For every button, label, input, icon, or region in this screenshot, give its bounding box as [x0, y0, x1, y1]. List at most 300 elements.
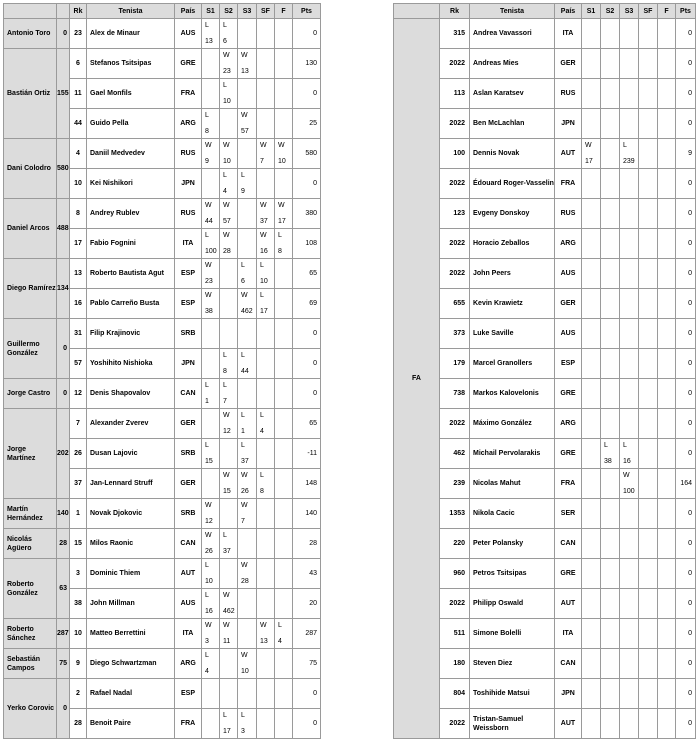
- stage-cell-f: [658, 499, 676, 529]
- player-points: 0: [293, 19, 321, 49]
- stage-cell-s2: [601, 109, 620, 139]
- player-name: Marcel Granollers: [470, 349, 555, 379]
- stage-cell-sf: [639, 619, 658, 649]
- stage-cell-sf: [257, 439, 275, 469]
- player-country: AUS: [175, 19, 202, 49]
- stage-cell-f: [658, 469, 676, 499]
- player-rank: 7: [70, 409, 87, 439]
- stage-cell-f: [658, 19, 676, 49]
- player-name: Máximo González: [470, 409, 555, 439]
- stage-cell-f: [275, 139, 293, 169]
- stage-cell-s2: [601, 139, 620, 169]
- stage-cell-s1: [582, 289, 601, 319]
- player-points: 0: [676, 409, 696, 439]
- stage-score: 17: [278, 218, 286, 225]
- stage-cell-s1: [202, 709, 220, 739]
- manager-name: Jorge Castro: [4, 379, 57, 409]
- player-rank: 13: [70, 259, 87, 289]
- player-country: CAN: [175, 379, 202, 409]
- player-name: Toshihide Matsui: [470, 679, 555, 709]
- player-name: Daniil Medvedev: [87, 139, 175, 169]
- stage-score: 6: [223, 38, 227, 45]
- stage-score: 1: [241, 428, 245, 435]
- manager-points: 140: [57, 499, 70, 529]
- stage-result: W: [205, 292, 212, 299]
- player-rank: 37: [70, 469, 87, 499]
- stage-cell-s2: [220, 589, 238, 619]
- header-pts: Pts: [293, 4, 321, 19]
- stage-result: L: [223, 352, 227, 359]
- stage-cell-s3: [238, 49, 257, 79]
- stage-cell-s3: [238, 349, 257, 379]
- stage-cell-s2: [601, 229, 620, 259]
- player-country: ARG: [175, 649, 202, 679]
- player-name: Tristan-Samuel Weissborn: [470, 709, 555, 739]
- player-points: 0: [293, 349, 321, 379]
- table-row: [394, 559, 696, 589]
- stage-cell-sf: [257, 649, 275, 679]
- stage-score: 37: [241, 458, 249, 465]
- table-row: [394, 139, 696, 169]
- stage-cell-s1: [202, 289, 220, 319]
- stage-result: W: [223, 592, 230, 599]
- player-country: JPN: [175, 169, 202, 199]
- table-row: [4, 679, 321, 709]
- stage-score: 1: [205, 398, 209, 405]
- player-country: GRE: [555, 439, 582, 469]
- stage-cell-s2: [220, 319, 238, 349]
- player-points: 0: [676, 229, 696, 259]
- stage-result: W: [241, 562, 248, 569]
- player-points: 380: [293, 199, 321, 229]
- player-points: 0: [676, 559, 696, 589]
- player-country: AUT: [555, 139, 582, 169]
- player-points: 65: [293, 409, 321, 439]
- table-row: [394, 19, 696, 49]
- table-row: [4, 559, 321, 589]
- stage-cell-s2: [220, 139, 238, 169]
- stage-cell-s2: [601, 469, 620, 499]
- stage-cell-s2: [601, 349, 620, 379]
- table-row: [394, 199, 696, 229]
- stage-cell-sf: [639, 109, 658, 139]
- player-rank: 11: [70, 79, 87, 109]
- stage-cell-sf: [257, 289, 275, 319]
- player-country: ITA: [175, 229, 202, 259]
- stage-score: 13: [241, 68, 249, 75]
- stage-cell-f: [275, 499, 293, 529]
- stage-cell-s3: [238, 19, 257, 49]
- player-country: ESP: [175, 259, 202, 289]
- player-rank: 9: [70, 649, 87, 679]
- stage-score: 17: [223, 728, 231, 735]
- player-points: 140: [293, 499, 321, 529]
- stage-score: 9: [205, 158, 209, 165]
- player-points: 0: [293, 169, 321, 199]
- stage-cell-s2: [220, 439, 238, 469]
- player-name: Édouard Roger-Vasselin: [470, 169, 555, 199]
- player-country: ESP: [555, 349, 582, 379]
- stage-cell-s1: [202, 169, 220, 199]
- player-name: Rafael Nadal: [87, 679, 175, 709]
- table-row: [394, 349, 696, 379]
- stage-cell-s2: [601, 559, 620, 589]
- stage-cell-s3: [238, 229, 257, 259]
- stage-cell-s1: [582, 559, 601, 589]
- stage-cell-sf: [639, 709, 658, 739]
- stage-cell-s1: [582, 49, 601, 79]
- header-s3: S3: [620, 4, 639, 19]
- stage-cell-f: [275, 529, 293, 559]
- stage-cell-sf: [257, 469, 275, 499]
- stage-cell-f: [275, 589, 293, 619]
- stage-cell-s2: [601, 169, 620, 199]
- stage-cell-s1: [582, 709, 601, 739]
- player-rank: 113: [440, 79, 470, 109]
- player-rank: 16: [70, 289, 87, 319]
- stage-cell-s1: [202, 139, 220, 169]
- stage-cell-s3: [620, 139, 639, 169]
- stage-result: W: [278, 142, 285, 149]
- stage-result: L: [205, 442, 209, 449]
- stage-cell-f: [275, 79, 293, 109]
- player-rank: 4: [70, 139, 87, 169]
- stage-cell-s1: [582, 649, 601, 679]
- stage-cell-s1: [582, 589, 601, 619]
- stage-cell-sf: [639, 589, 658, 619]
- player-rank: 2022: [440, 169, 470, 199]
- player-name: Markos Kalovelonis: [470, 379, 555, 409]
- stage-score: 8: [223, 368, 227, 375]
- player-rank: 1353: [440, 499, 470, 529]
- player-country: AUT: [555, 709, 582, 739]
- header-sf: SF: [639, 4, 658, 19]
- table-row: [394, 469, 696, 499]
- table-row: [394, 259, 696, 289]
- manager-points: 287: [57, 619, 70, 649]
- player-country: RUS: [175, 139, 202, 169]
- stage-score: 10: [223, 158, 231, 165]
- stage-cell-s2: [220, 709, 238, 739]
- stage-cell-f: [275, 169, 293, 199]
- player-name: John Peers: [470, 259, 555, 289]
- stage-cell-s1: [202, 379, 220, 409]
- stage-cell-s3: [238, 199, 257, 229]
- stage-cell-f: [658, 79, 676, 109]
- stage-cell-s1: [582, 109, 601, 139]
- player-name: Luke Saville: [470, 319, 555, 349]
- player-country: GER: [175, 409, 202, 439]
- stage-score: 13: [205, 38, 213, 45]
- stage-cell-s2: [220, 79, 238, 109]
- stage-result: L: [623, 442, 627, 449]
- stage-result: L: [223, 382, 227, 389]
- stage-score: 3: [205, 638, 209, 645]
- table-row: [394, 49, 696, 79]
- stage-cell-s1: [202, 649, 220, 679]
- player-country: RUS: [555, 199, 582, 229]
- stage-cell-sf: [639, 469, 658, 499]
- stage-result: W: [241, 52, 248, 59]
- table-row: [4, 529, 321, 559]
- player-name: Kevin Krawietz: [470, 289, 555, 319]
- manager-name: Roberto González: [4, 559, 57, 619]
- stage-score: 38: [604, 458, 612, 465]
- player-rank: 38: [70, 589, 87, 619]
- player-name: Matteo Berrettini: [87, 619, 175, 649]
- stage-cell-s2: [601, 589, 620, 619]
- stage-cell-f: [658, 319, 676, 349]
- stage-result: L: [241, 442, 245, 449]
- stage-cell-sf: [639, 439, 658, 469]
- stage-result: L: [278, 622, 282, 629]
- stage-cell-sf: [639, 79, 658, 109]
- stage-result: L: [241, 172, 245, 179]
- player-country: ESP: [175, 289, 202, 319]
- player-country: GER: [555, 289, 582, 319]
- stage-cell-s1: [202, 499, 220, 529]
- player-country: AUS: [555, 259, 582, 289]
- stage-cell-f: [658, 379, 676, 409]
- manager-points: 202: [57, 409, 70, 499]
- stage-result: L: [205, 382, 209, 389]
- player-country: SRB: [175, 499, 202, 529]
- stage-cell-s2: [601, 289, 620, 319]
- player-name: Andrea Vavassori: [470, 19, 555, 49]
- player-country: ITA: [555, 19, 582, 49]
- stage-cell-s2: [601, 439, 620, 469]
- table-row: [4, 19, 321, 49]
- stage-cell-s3: [238, 619, 257, 649]
- stage-score: 100: [623, 488, 635, 495]
- player-rank: 2022: [440, 259, 470, 289]
- stage-score: 57: [223, 218, 231, 225]
- stage-score: 10: [241, 668, 249, 675]
- player-country: CAN: [175, 529, 202, 559]
- player-points: 9: [676, 139, 696, 169]
- stage-score: 15: [205, 458, 213, 465]
- player-country: ITA: [555, 619, 582, 649]
- stage-result: W: [205, 142, 212, 149]
- manager-points: 28: [57, 529, 70, 559]
- player-name: Stefanos Tsitsipas: [87, 49, 175, 79]
- stage-result: W: [205, 622, 212, 629]
- stage-cell-f: [658, 529, 676, 559]
- table-row: [394, 319, 696, 349]
- managers-table: [3, 3, 321, 739]
- player-name: Nicolas Mahut: [470, 469, 555, 499]
- stage-cell-sf: [639, 229, 658, 259]
- header-s2: S2: [220, 4, 238, 19]
- stage-cell-s2: [220, 259, 238, 289]
- stage-cell-f: [658, 109, 676, 139]
- stage-cell-f: [658, 229, 676, 259]
- stage-score: 10: [205, 578, 213, 585]
- stage-cell-sf: [257, 259, 275, 289]
- player-points: 0: [676, 79, 696, 109]
- table-row: [394, 79, 696, 109]
- player-points: 25: [293, 109, 321, 139]
- stage-cell-s2: [220, 529, 238, 559]
- header-s1: S1: [582, 4, 601, 19]
- header-pts: Pts: [676, 4, 696, 19]
- player-country: SER: [555, 499, 582, 529]
- stage-cell-sf: [257, 619, 275, 649]
- manager-points: 134: [57, 259, 70, 319]
- player-points: 0: [293, 79, 321, 109]
- manager-name: Dani Colodro: [4, 139, 57, 199]
- player-country: CAN: [555, 529, 582, 559]
- player-name: Milos Raonic: [87, 529, 175, 559]
- player-country: RUS: [175, 199, 202, 229]
- stage-cell-s3: [620, 349, 639, 379]
- stage-score: 16: [205, 608, 213, 615]
- stage-cell-f: [275, 199, 293, 229]
- table-row: [4, 379, 321, 409]
- manager-name: Yerko Corovic: [4, 679, 57, 739]
- manager-points: 63: [57, 559, 70, 619]
- player-points: 20: [293, 589, 321, 619]
- stage-cell-s1: [202, 529, 220, 559]
- stage-cell-sf: [639, 409, 658, 439]
- header-sf: SF: [257, 4, 275, 19]
- stage-cell-s3: [620, 649, 639, 679]
- stage-result: L: [241, 412, 245, 419]
- stage-cell-s2: [601, 19, 620, 49]
- player-name: Andreas Mies: [470, 49, 555, 79]
- stage-cell-s2: [220, 229, 238, 259]
- player-points: 130: [293, 49, 321, 79]
- stage-cell-s3: [620, 319, 639, 349]
- manager-name: Antonio Toro: [4, 19, 57, 49]
- table-row: [4, 259, 321, 289]
- player-points: 148: [293, 469, 321, 499]
- table-row: [394, 229, 696, 259]
- player-points: 0: [293, 379, 321, 409]
- player-name: Steven Diez: [470, 649, 555, 679]
- stage-result: L: [223, 712, 227, 719]
- stage-cell-s3: [620, 469, 639, 499]
- manager-points: 488: [57, 199, 70, 259]
- stage-cell-f: [275, 319, 293, 349]
- stage-cell-s3: [620, 529, 639, 559]
- stage-cell-f: [275, 409, 293, 439]
- stage-result: W: [260, 622, 267, 629]
- stage-cell-s3: [620, 559, 639, 589]
- player-country: ESP: [175, 679, 202, 709]
- player-rank: 15: [70, 529, 87, 559]
- stage-result: W: [260, 142, 267, 149]
- stage-result: L: [223, 22, 227, 29]
- table-row: [394, 409, 696, 439]
- stage-score: 10: [278, 158, 286, 165]
- stage-cell-s3: [620, 19, 639, 49]
- table-row: [4, 319, 321, 349]
- player-points: 0: [676, 259, 696, 289]
- stage-cell-sf: [257, 589, 275, 619]
- header-tenista: Tenista: [470, 4, 555, 19]
- stage-cell-s1: [582, 229, 601, 259]
- stage-cell-s1: [202, 229, 220, 259]
- stage-result: L: [205, 592, 209, 599]
- stage-cell-f: [658, 409, 676, 439]
- header-group: [394, 4, 440, 19]
- stage-cell-s2: [220, 169, 238, 199]
- stage-cell-f: [275, 349, 293, 379]
- stage-cell-s2: [220, 289, 238, 319]
- stage-result: W: [205, 532, 212, 539]
- stage-cell-s3: [620, 229, 639, 259]
- player-rank: 180: [440, 649, 470, 679]
- stage-result: W: [205, 262, 212, 269]
- stage-score: 38: [205, 308, 213, 315]
- stage-result: L: [260, 472, 264, 479]
- stage-cell-s3: [238, 589, 257, 619]
- player-rank: 28: [70, 709, 87, 739]
- stage-cell-s2: [220, 679, 238, 709]
- stage-cell-sf: [639, 199, 658, 229]
- player-name: Dusan Lajovic: [87, 439, 175, 469]
- stage-score: 8: [260, 488, 264, 495]
- stage-cell-s2: [601, 709, 620, 739]
- stage-cell-sf: [639, 559, 658, 589]
- stage-cell-s3: [238, 409, 257, 439]
- player-rank: 57: [70, 349, 87, 379]
- stage-cell-s2: [601, 649, 620, 679]
- stage-cell-s3: [238, 259, 257, 289]
- manager-points: 75: [57, 649, 70, 679]
- player-points: 0: [676, 529, 696, 559]
- stage-result: L: [205, 22, 209, 29]
- player-name: Jan-Lennard Struff: [87, 469, 175, 499]
- table-row: [394, 169, 696, 199]
- player-name: Alex de Minaur: [87, 19, 175, 49]
- stage-cell-s3: [238, 559, 257, 589]
- player-name: Filip Krajinovic: [87, 319, 175, 349]
- player-rank: 511: [440, 619, 470, 649]
- stage-cell-s3: [620, 259, 639, 289]
- player-name: Benoit Paire: [87, 709, 175, 739]
- player-name: Horacio Zeballos: [470, 229, 555, 259]
- stage-score: 462: [223, 608, 235, 615]
- table-row: [394, 679, 696, 709]
- stage-cell-s3: [238, 649, 257, 679]
- stage-cell-s1: [202, 619, 220, 649]
- table-row: [394, 109, 696, 139]
- player-name: Philipp Oswald: [470, 589, 555, 619]
- stage-result: L: [223, 82, 227, 89]
- player-points: 65: [293, 259, 321, 289]
- stage-cell-sf: [257, 709, 275, 739]
- stage-cell-sf: [257, 49, 275, 79]
- stage-cell-s3: [620, 379, 639, 409]
- player-rank: 31: [70, 319, 87, 349]
- stage-cell-sf: [639, 319, 658, 349]
- manager-points: 155: [57, 49, 70, 139]
- stage-cell-s3: [238, 439, 257, 469]
- player-rank: 655: [440, 289, 470, 319]
- player-rank: 123: [440, 199, 470, 229]
- stage-result: L: [241, 352, 245, 359]
- stage-result: L: [604, 442, 608, 449]
- manager-points: 0: [57, 379, 70, 409]
- manager-points: 0: [57, 679, 70, 739]
- stage-cell-s1: [202, 109, 220, 139]
- stage-cell-f: [275, 439, 293, 469]
- player-points: 43: [293, 559, 321, 589]
- stage-cell-s1: [202, 19, 220, 49]
- stage-cell-s3: [620, 679, 639, 709]
